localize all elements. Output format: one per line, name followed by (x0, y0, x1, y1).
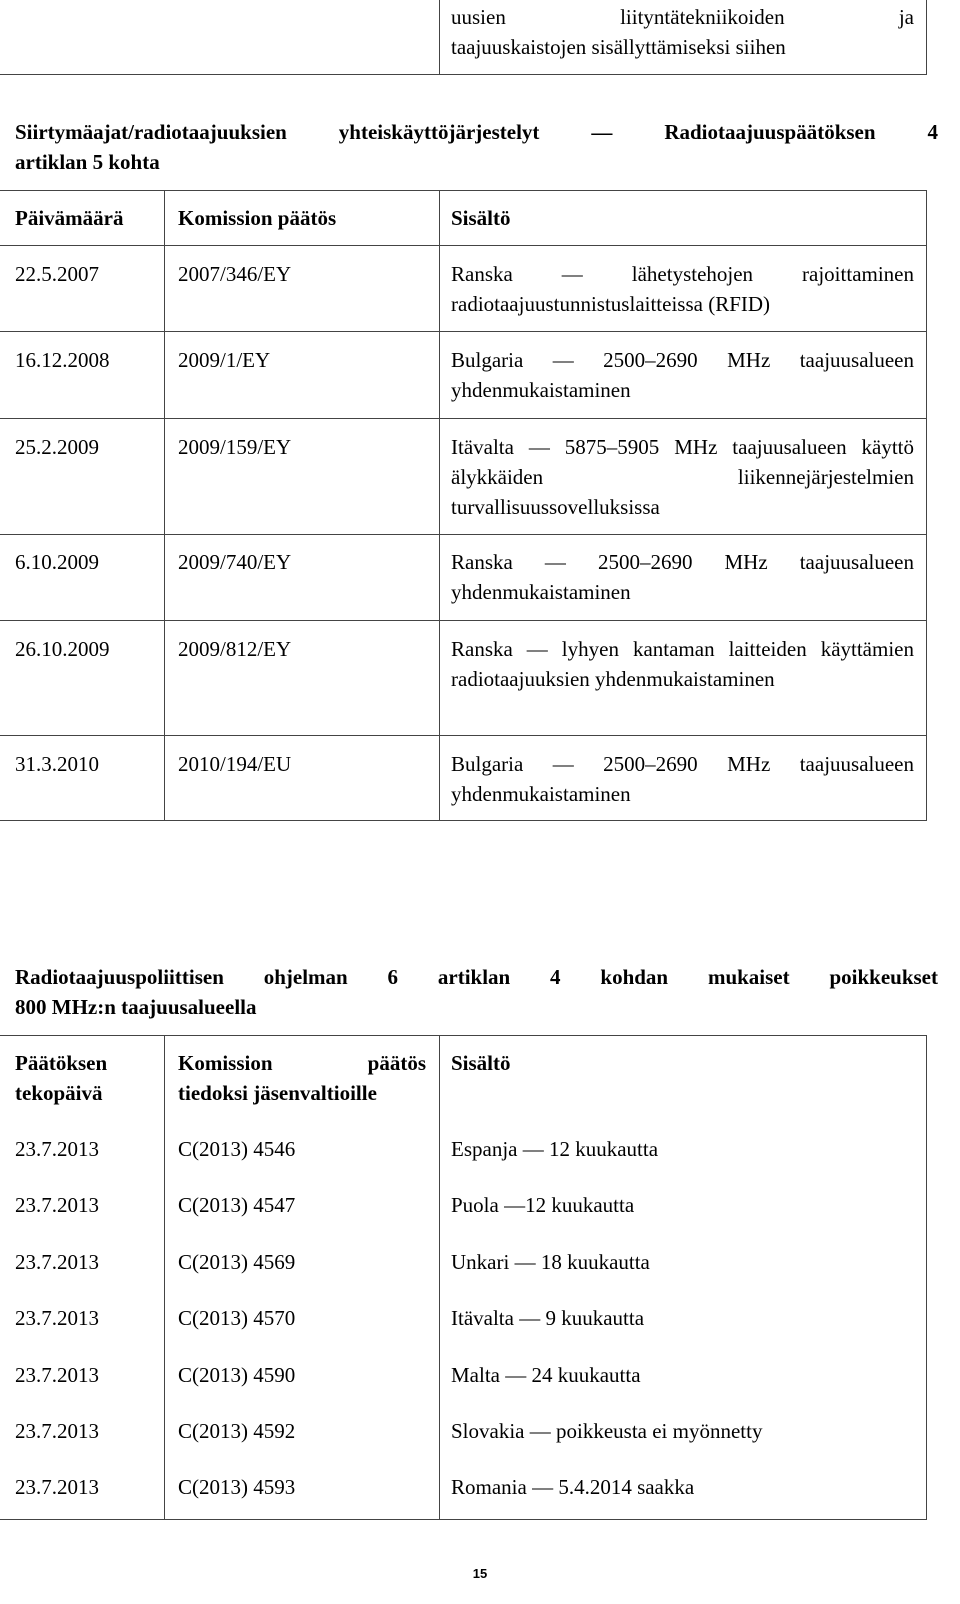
column-header-decision-line-2: tiedoksi jäsenvaltioille (178, 1081, 377, 1105)
table-border (164, 190, 165, 820)
row-content: Espanja — 12 kuukautta (451, 1137, 659, 1161)
row-content: Ranska — lyhyen kantaman laitteiden käyttämien radiotaajuuksien yhdenmukaistaminen (451, 637, 914, 691)
column-header-decision: Komission päätös (178, 206, 337, 230)
row-decision: C(2013) 4570 (178, 1306, 296, 1330)
row-decision: C(2013) 4569 (178, 1250, 296, 1274)
row-content: Bulgaria — 2500–2690 MHz taajuusalueen yhdenmukaistaminen (451, 348, 914, 402)
row-content: Ranska — 2500–2690 MHz taajuusalueen yhdenmukaistaminen (451, 550, 914, 604)
row-date: 26.10.2009 (15, 637, 110, 661)
row-date: 23.7.2013 (15, 1475, 99, 1499)
row-decision: 2009/159/EY (178, 435, 292, 459)
row-date: 23.7.2013 (15, 1306, 99, 1330)
row-decision: 2009/1/EY (178, 348, 271, 372)
fragment-line-1: uusien liityntätekniikoiden ja (451, 5, 914, 29)
row-date: 23.7.2013 (15, 1419, 99, 1443)
column-header-decision-line-1: Komission päätös (178, 1051, 426, 1075)
row-content: Puola —12 kuukautta (451, 1193, 635, 1217)
table-border (0, 190, 927, 191)
row-date: 25.2.2009 (15, 435, 99, 459)
row-decision: 2010/194/EU (178, 752, 292, 776)
row-content: Slovakia — poikkeusta ei myönnetty (451, 1419, 763, 1443)
row-content: Romania — 5.4.2014 saakka (451, 1475, 695, 1499)
row-date: 23.7.2013 (15, 1250, 99, 1274)
table-border (0, 534, 927, 535)
table-border (439, 1035, 440, 1519)
row-date: 23.7.2013 (15, 1137, 99, 1161)
row-decision: C(2013) 4592 (178, 1419, 296, 1443)
row-date: 6.10.2009 (15, 550, 99, 574)
table-border (439, 0, 440, 74)
table-border (439, 190, 440, 820)
row-decision: C(2013) 4546 (178, 1137, 296, 1161)
row-date: 16.12.2008 (15, 348, 110, 372)
column-header-content: Sisältö (451, 1051, 511, 1075)
column-header-date-line-1: Päätöksen (15, 1051, 108, 1075)
row-content: Unkari — 18 kuukautta (451, 1250, 650, 1274)
table-border (164, 1035, 165, 1519)
row-content: Malta — 24 kuukautta (451, 1363, 641, 1387)
row-content: Itävalta — 9 kuukautta (451, 1306, 645, 1330)
section2-title-line-2: 800 MHz:n taajuusalueella (15, 995, 257, 1019)
table-border (0, 820, 927, 821)
table-border (0, 1519, 927, 1520)
fragment-line-2: taajuuskaistojen sisällyttämiseksi siihen (451, 35, 786, 59)
table-border (926, 1035, 927, 1519)
table-border (0, 418, 927, 419)
row-content: Itävalta — 5875–5905 MHz taajuusalueen käyttö älykkäiden liikennejärjestelmien turvallisuussovelluksissa (451, 435, 914, 519)
row-decision: C(2013) 4593 (178, 1475, 296, 1499)
table-border (0, 735, 927, 736)
table-border (0, 620, 927, 621)
column-header-content: Sisältö (451, 206, 511, 230)
row-date: 23.7.2013 (15, 1363, 99, 1387)
row-date: 22.5.2007 (15, 262, 99, 286)
row-decision: 2007/346/EY (178, 262, 292, 286)
table-border (0, 331, 927, 332)
section1-title-line-2: artiklan 5 kohta (15, 150, 160, 174)
table-border (0, 245, 927, 246)
row-content: Ranska — lähetystehojen rajoittaminen radiotaajuustunnistuslaitteissa (RFID) (451, 262, 914, 316)
row-decision: C(2013) 4547 (178, 1193, 296, 1217)
row-decision: C(2013) 4590 (178, 1363, 296, 1387)
table-border (926, 190, 927, 820)
section1-title-line-1: Siirtymäajat/radiotaajuuksien yhteiskäyttöjärjestelyt — Radiotaajuuspäätöksen 4 (15, 120, 938, 144)
section2-title-line-1: Radiotaajuuspoliittisen ohjelman 6 artiklan 4 kohdan mukaiset poikkeukset (15, 965, 938, 989)
row-date: 23.7.2013 (15, 1193, 99, 1217)
row-decision: 2009/740/EY (178, 550, 292, 574)
table-border (0, 74, 927, 75)
row-decision: 2009/812/EY (178, 637, 292, 661)
table-border (0, 1035, 927, 1036)
column-header-date: Päivämäärä (15, 206, 124, 230)
row-content: Bulgaria — 2500–2690 MHz taajuusalueen yhdenmukaistaminen (451, 752, 914, 806)
table-border (926, 0, 927, 74)
column-header-date-line-2: tekopäivä (15, 1081, 103, 1105)
page-number: 15 (472, 1566, 488, 1581)
row-date: 31.3.2010 (15, 752, 99, 776)
